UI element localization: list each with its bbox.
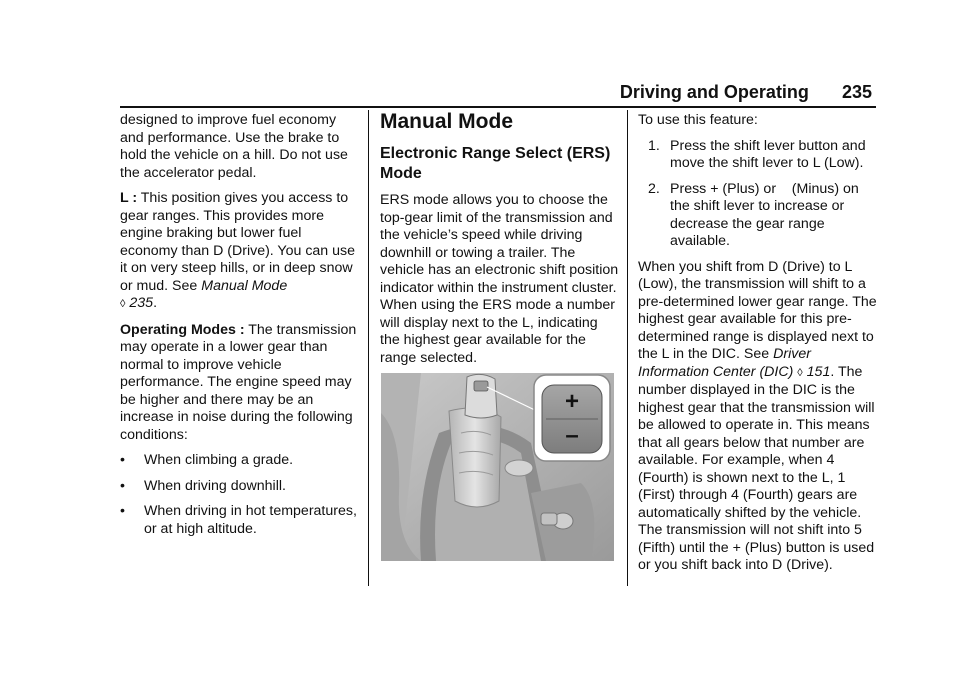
list-item bbox=[638, 181, 878, 251]
column-left bbox=[120, 112, 360, 546]
section-heading: Manual Mode bbox=[380, 110, 514, 133]
bullet-text: When driving downhill. bbox=[144, 477, 286, 494]
header-title: Driving and Operating bbox=[619, 82, 809, 102]
page-ref-arrow-icon: ◊ bbox=[797, 366, 803, 379]
page-header bbox=[620, 82, 872, 103]
header-rule bbox=[120, 106, 876, 108]
low-gear-period: . bbox=[153, 295, 158, 311]
step-text: Press + (Plus) or (Minus) on the shift lever to increase or decrease the gear range available. bbox=[670, 180, 863, 249]
dic-text-b: . The number displayed in the DIC is the highest gear that the transmission will be allowed to operate in. This means that all gears below that number are available. For example, when 4 (Fourth) is shown next to the L, 1 (First) through 4 (Fourth) gears are automatically shifted by the vehicle. The transmission will not shift into 5 (Fifth) until the + (Plus) button is used or you shift back into D (Drive). bbox=[638, 363, 875, 573]
page-ref-arrow-icon: ◊ bbox=[120, 298, 126, 310]
step-number: 1. bbox=[648, 137, 660, 154]
bullet-icon: • bbox=[120, 477, 125, 494]
column-divider-2 bbox=[627, 110, 628, 586]
list-item bbox=[120, 503, 360, 538]
subsection-heading: Electronic Range Select (ERS) Mode bbox=[380, 145, 611, 182]
manual-mode-link[interactable]: Manual Mode bbox=[201, 277, 288, 294]
column-divider-1 bbox=[368, 110, 369, 586]
bullet-text: When driving in hot temperatures, or at high altitude. bbox=[144, 503, 357, 537]
low-gear-text: This position gives you access to gear ranges. This provides more engine braking but lower fuel economy than D (Drive). You can use it on very steep hills, or in deep snow or mud. See bbox=[120, 190, 356, 294]
ers-paragraph: ERS mode allows you to choose the top-gear limit of the transmission and the vehicle’s speed while driving downhill or towing a trailer. The vehicle has an electronic shift position indicator within the instrument cluster. When using the ERS mode a number will display next to the L, indicating the highest gear available for the range selected. bbox=[380, 192, 619, 366]
low-gear-label: L : bbox=[120, 190, 138, 206]
dic-link[interactable]: Driver Information Center (DIC) bbox=[638, 346, 811, 380]
dic-paragraph bbox=[638, 259, 878, 575]
operating-modes-text: The transmission may operate in a lower gear than normal to improve vehicle performance. The engine speed may be higher and there may be an increase in noise during the following conditions: bbox=[120, 321, 357, 443]
list-item bbox=[120, 452, 360, 470]
step-text: Press the shift lever button and move the shift lever to L (Low). bbox=[670, 137, 866, 171]
bullet-text: When climbing a grade. bbox=[144, 452, 294, 468]
column-middle bbox=[380, 112, 620, 375]
steps-lead: To use this feature: bbox=[638, 112, 758, 128]
column-right bbox=[638, 112, 878, 583]
plus-icon: + bbox=[564, 388, 580, 415]
low-gear-paragraph bbox=[120, 190, 360, 314]
page-number: 235 bbox=[841, 82, 872, 102]
manual-mode-page-link[interactable]: 235 bbox=[129, 295, 154, 311]
list-item bbox=[638, 138, 878, 173]
list-item bbox=[120, 478, 360, 496]
dic-text-a: When you shift from D (Drive) to L (Low), the transmission will shift to a pre-determined lower gear range. The highest gear available for this pre-determined range is displayed next to the L in the DIC. See bbox=[638, 258, 877, 362]
bullet-icon: • bbox=[120, 503, 125, 519]
minus-icon: – bbox=[565, 422, 579, 449]
dic-page-link[interactable]: 151 bbox=[806, 363, 831, 380]
shift-lever-illustration-svg bbox=[381, 373, 614, 561]
operating-modes-paragraph bbox=[120, 322, 360, 445]
shift-lever-illustration bbox=[381, 373, 614, 561]
bullet-icon: • bbox=[120, 452, 125, 468]
step-number: 2. bbox=[648, 180, 660, 197]
intro-paragraph: designed to improve fuel economy and performance. Use the brake to hold the vehicle on a hill. Do not use the accelerator pedal. bbox=[120, 112, 348, 181]
operating-modes-label: Operating Modes : bbox=[120, 321, 245, 338]
